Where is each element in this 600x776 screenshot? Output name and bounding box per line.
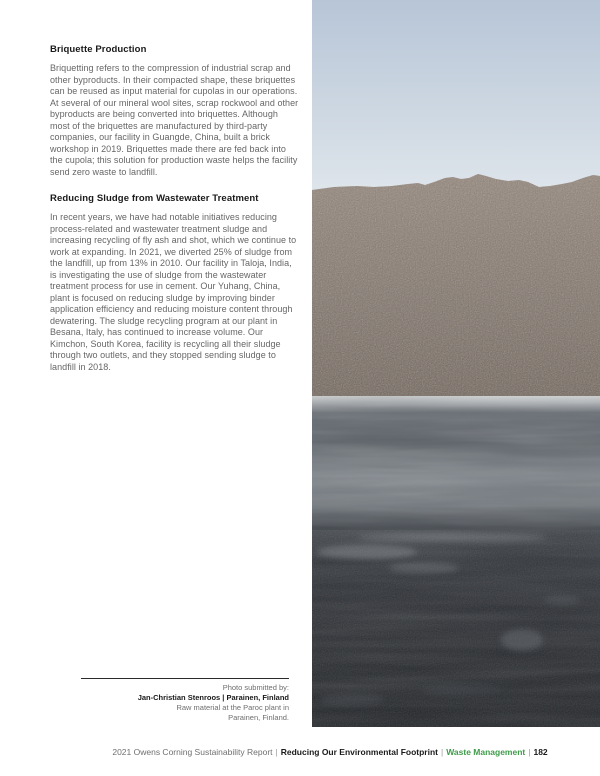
caption-description-line2: Parainen, Finland. [228, 713, 289, 722]
footer-subsection: Waste Management [446, 747, 526, 757]
gravel-pile-photo-illustration [312, 0, 600, 727]
footer-section: Reducing Our Environmental Footprint [280, 747, 438, 757]
footer-page-number: 182 [533, 747, 548, 757]
section-heading-briquette-production: Briquette Production [50, 44, 147, 55]
section-body-briquette-production: Briquetting refers to the compression of industrial scrap and other byproducts. In their compacted shape, these briquettes can be reused as input material for cupolas in our operations. At several of our mineral wool sites, scrap rockwool and other byproducts are being converted into briquettes. Although most of the briquettes are manufactured by third-party companies, our facility in Guangde, China, built a brick workshop in 2019. Briquettes made there are fed back into the cupola; this solution for production waste helps the facility send zero waste to landfill. [50, 63, 299, 177]
photo-caption [74, 683, 289, 723]
article-column [50, 44, 299, 388]
caption-divider [81, 678, 289, 679]
footer-separator: | [275, 747, 278, 757]
footer-report-title: 2021 Owens Corning Sustainability Report [112, 747, 273, 757]
section-body-reducing-sludge: In recent years, we have had notable initiatives reducing process-related and wastewater treatment sludge and increasing recycling of fly ash and shot, which we continue to work at expanding. In 2021, we diverted 25% of sludge from the landfill, up from 13% in 2010. Our facility in Taloja, India, is investigating the use of sludge from the wastewater treatment process for use in cement. Our Yuhang, China, plant is focused on reducing sludge by improving binder application efficiency and reducing moisture content through dewatering. The sludge recycling program at our plant in Besana, Italy, has continued to increase volume. Our Kimchon, South Korea, facility is recycling all their sludge through two outlets, and they stopped sending sludge to landfill in 2018. [50, 212, 297, 372]
page-footer [60, 747, 600, 758]
caption-intro: Photo submitted by: [222, 683, 289, 692]
section-heading-reducing-sludge: Reducing Sludge from Wastewater Treatment [50, 193, 259, 204]
caption-credit: Jan-Christian Stenroos | Parainen, Finland [137, 693, 289, 702]
footer-separator: | [528, 747, 531, 757]
photo-gravel-pile [312, 0, 600, 727]
caption-description-line1: Raw material at the Paroc plant in [176, 703, 289, 712]
footer-separator: | [440, 747, 444, 757]
